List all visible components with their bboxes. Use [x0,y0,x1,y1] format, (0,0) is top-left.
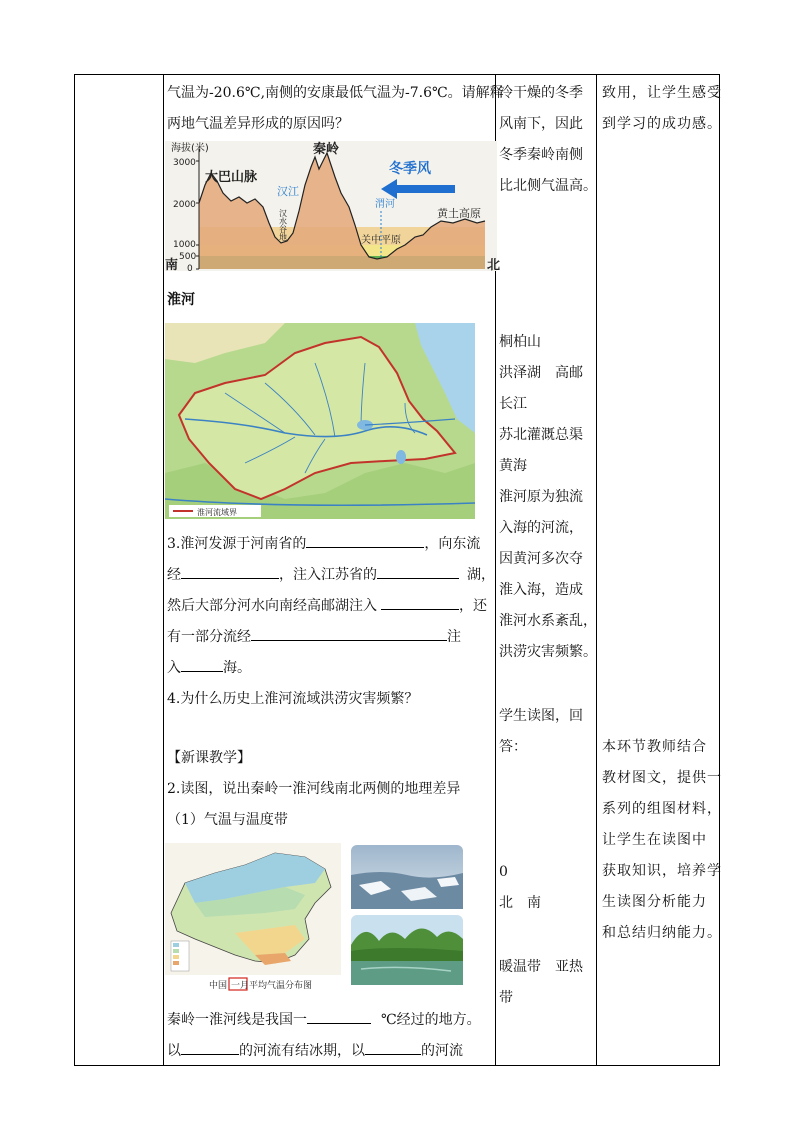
profile-label-guanzhong: 关中平原 [361,235,401,246]
map-caption: 平均气温分布图 [249,981,313,991]
huaihe-basin-map [165,323,475,519]
fill-in-line: 以 的河流有结冰期，以 的河流 [167,1036,463,1067]
answer-text: 洪涝灾害频繁。 [499,644,597,660]
activity-text: 学生读图，回 [499,708,583,724]
fill-in-line: 秦岭一淮河线是我国一 ℃经过的地方。 [167,1005,481,1036]
answer-text: 带 [499,990,513,1006]
question-3-line: 入 海。 [167,653,251,684]
intent-text: 获取知识，培养学 [602,863,722,879]
column-divider [163,75,164,1065]
answer-text: 黄海 [499,458,527,474]
question-2: 2.读图，说出秦岭一淮河线南北两侧的地理差异 [167,781,461,797]
profile-label-qinling: 秦岭 [313,142,340,157]
answer-blank[interactable] [381,594,459,610]
new-lesson-heading: 【新课教学】 [167,750,251,766]
answer-blank[interactable] [251,625,447,641]
southern-river-photo [351,915,463,985]
profile-tick: 2000 [173,200,196,210]
column-divider [596,75,597,1065]
answer-blank[interactable] [306,532,424,548]
answer-blank[interactable] [365,1039,421,1055]
profile-label-dabashan: 大巴山脉 [205,170,258,185]
answer-blank[interactable] [181,563,279,579]
intent-text: 生读图分析能力 [602,894,707,910]
intent-text: 教材图文，提供一 [602,770,722,786]
answer-text: 淮入海，造成 [499,582,583,598]
qinling-profile-figure [165,141,501,274]
question-4: 4.为什么历史上淮河流域洪涝灾害频繁？ [167,691,419,707]
question-3-line: 3.淮河发源于河南省的 ，向东流 [167,529,480,560]
answer-text: 冬季秦岭南侧 [499,147,583,163]
answer-text: 洪泽湖 高邮 [499,365,583,381]
answer-text: 风南下，因此 [499,116,583,132]
answer-blank[interactable] [181,1039,239,1055]
lesson-table [74,74,720,1066]
answer-blank[interactable] [307,1008,371,1024]
profile-label-loess: 黄土高原 [437,207,481,220]
intent-text: 让学生在读图中 [602,832,707,848]
profile-label-south: 南 [165,258,179,273]
question-3-line: 有一部分流经 注 [167,622,461,653]
intent-text: 本环节教师结合 [602,739,707,755]
profile-label-weihe: 渭河 [375,199,395,210]
answer-text: 入海的河流， [499,520,583,536]
intent-text: 到学习的成功感。 [602,116,722,132]
answer-text: 长江 [499,396,527,412]
map-caption-highlight: 一月 [231,981,250,991]
answer-text: 北 南 [499,895,541,911]
question-3-line: 经 ，注入江苏省的 湖， [167,560,495,591]
section-title-huaihe: 淮河 [167,292,195,308]
intent-text: 和总结归纳能力。 [602,925,722,941]
answer-blank[interactable] [377,563,459,579]
profile-tick: 1000 [173,240,196,250]
sub-heading-temperature: （1）气温与温度带 [167,812,288,828]
answer-blank[interactable] [181,656,223,672]
answer-text: 暖温带 亚热 [499,959,583,975]
china-january-temperature-map [165,843,341,991]
profile-tick: 500 [179,252,197,262]
map-legend-label: 淮河流域界 [197,508,237,517]
intent-text: 致用，让学生感受 [602,85,722,101]
question-3-line: 然后大部分河水向南经高邮湖注入 ，还 [167,591,487,622]
answer-text: 桐柏山 [499,334,541,350]
profile-label-hanjiang: 汉江 [277,185,299,198]
answer-text: 冷干燥的冬季 [499,85,583,101]
question-text: 气温为-20.6℃,南侧的安康最低气温为-7.6℃。请解释 [167,85,504,101]
answer-text: 0 [499,864,508,880]
answer-text: 苏北灌溉总渠 [499,427,583,443]
answer-text: 淮河原为独流 [499,489,583,505]
question-text: 两地气温差异形成的原因吗？ [167,116,349,132]
map-caption: 中国 [209,981,228,991]
intent-text: 系列的组图材料， [602,801,722,817]
profile-tick: 3000 [173,158,196,168]
activity-text: 答： [499,739,527,755]
profile-label-hanshui-valley: 汉水谷地 [278,209,288,241]
answer-text: 比北侧气温高。 [499,178,597,194]
profile-label-north: 北 [487,258,501,273]
profile-tick: 0 [187,264,193,274]
answer-text: 淮河水系紊乱， [499,613,597,629]
answer-text: 因黄河多次夺 [499,551,583,567]
profile-label-wind: 冬季风 [389,161,431,177]
profile-ylabel: 海拔(米) [171,143,209,154]
frozen-river-photo [351,845,463,909]
